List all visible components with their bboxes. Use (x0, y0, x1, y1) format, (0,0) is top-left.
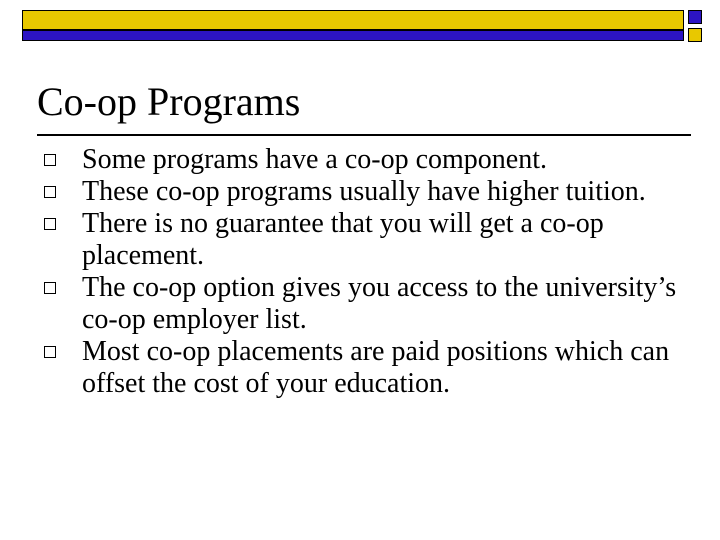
bullet-text: Some programs have a co-op component. (82, 144, 547, 175)
header-bar-yellow (22, 10, 684, 30)
bullet-text: The co-op option gives you access to the university’s co-op employer list. (82, 272, 677, 335)
bullet-item (0, 144, 720, 176)
square-bullet-icon (44, 218, 56, 230)
header-bar-purple (22, 30, 684, 41)
bullet-text: Most co-op placements are paid positions which can offset the cost of your education. (82, 336, 670, 399)
bullet-text: There is no guarantee that you will get a co-op placement. (82, 208, 604, 271)
bullet-item (0, 208, 720, 272)
bullet-item (0, 336, 720, 400)
corner-square-yellow (688, 28, 702, 42)
corner-square-purple (688, 10, 702, 24)
square-bullet-icon (44, 154, 56, 166)
bullet-item (0, 272, 720, 336)
square-bullet-icon (44, 186, 56, 198)
bullet-text: These co-op programs usually have higher tuition. (82, 176, 646, 207)
slide-title: Co-op Programs (37, 79, 301, 124)
square-bullet-icon (44, 282, 56, 294)
square-bullet-icon (44, 346, 56, 358)
bullet-item (0, 176, 720, 208)
bullet-list (0, 144, 720, 400)
title-underline (37, 134, 691, 136)
